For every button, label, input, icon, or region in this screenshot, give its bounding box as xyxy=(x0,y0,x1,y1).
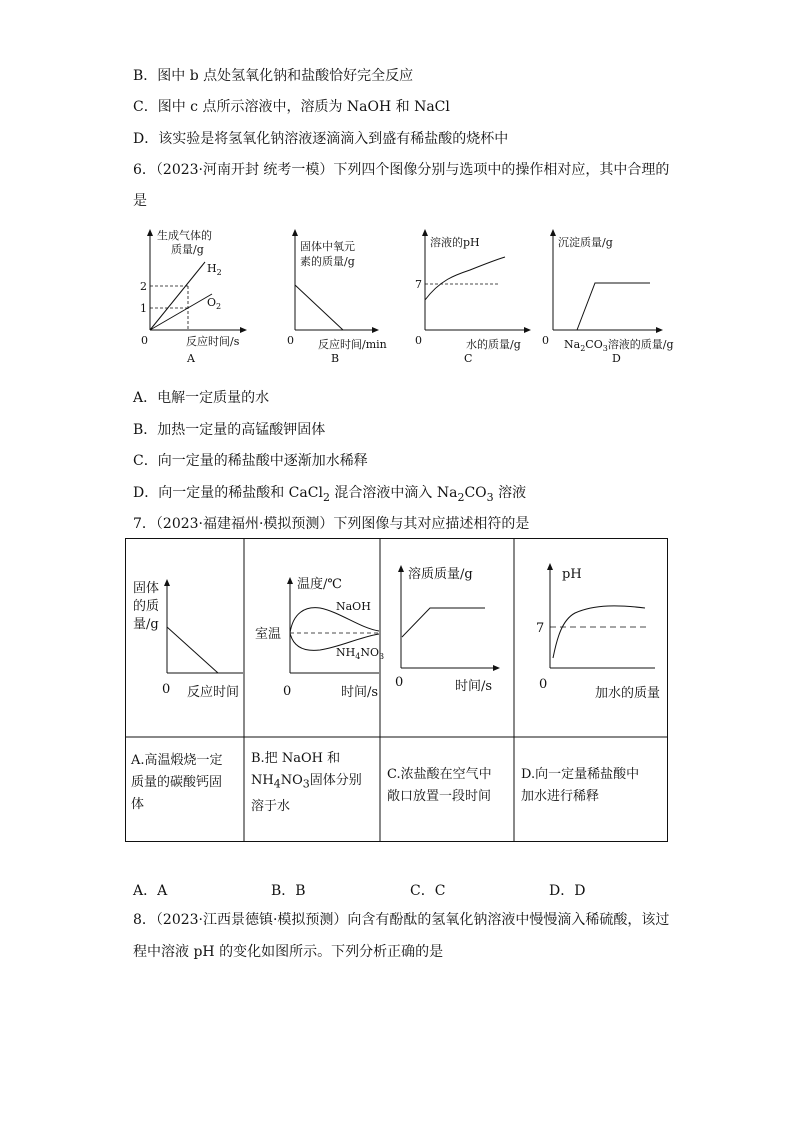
q6d-y-label: 沉淀质量/g xyxy=(558,236,613,249)
q6-graph-a xyxy=(140,228,244,365)
svg-text:的质: 的质 xyxy=(133,599,160,614)
svg-text:NaOH: NaOH xyxy=(336,600,371,613)
q6-option-b: B．加热一定量的高锰酸钾固体 xyxy=(133,422,326,438)
q5-option-c: C．图中 c 点所示溶液中，溶质为 NaOH 和 NaCl xyxy=(133,99,450,115)
svg-text:加水的质量: 加水的质量 xyxy=(595,686,661,701)
q7-answer-a: A．A xyxy=(133,883,168,899)
q6a-y-label-1: 生成气体的 xyxy=(157,229,212,242)
q8-stem-line2: 程中溶液 pH 的变化如图所示。下列分析正确的是 xyxy=(133,944,444,960)
svg-text:0: 0 xyxy=(162,682,171,697)
svg-text:O2: $O_2$ xyxy=(207,296,222,311)
q6b-origin: 0 xyxy=(287,334,294,347)
q7-desc-a: A.高温煅烧一定 质量的碳酸钙固 体 xyxy=(131,753,223,812)
svg-text:固体: 固体 xyxy=(133,581,160,596)
q6d-x-label: $Na_2CO_3$溶液的质量/g xyxy=(564,338,674,353)
q6a-x-label: 反应时间/s xyxy=(186,335,240,348)
q6b-line xyxy=(295,285,343,330)
q6a-y-label-2: 质量/g xyxy=(171,243,204,256)
q6-graph-d xyxy=(542,232,674,365)
q6d-origin: 0 xyxy=(542,334,549,347)
q6c-curve xyxy=(425,257,505,300)
q6-graph-c xyxy=(415,232,528,365)
q7c-line xyxy=(402,608,485,637)
q6a-tick-2: 2 xyxy=(140,280,147,293)
svg-text:温度/℃: 温度/℃ xyxy=(297,577,342,592)
svg-text:室温: 室温 xyxy=(255,627,282,642)
q6a-h2-line xyxy=(150,262,205,330)
q6d-letter: D xyxy=(612,352,621,365)
svg-text:0: 0 xyxy=(283,684,292,699)
q6-option-d: D．向一定量的稀盐酸和 CaCl$_2$ 混合溶液中滴入 $Na_2CO_3$ 溶液 xyxy=(133,485,527,504)
q7-desc-d: D.向一定量稀盐酸中 加水进行稀释 xyxy=(521,767,640,804)
q5-option-b: B．图中 b 点处氢氧化钠和盐酸恰好完全反应 xyxy=(133,68,414,84)
svg-text:NH4NO3: $NH_4NO_3$ xyxy=(336,646,385,661)
q6-graphs xyxy=(0,0,794,380)
q5-option-d: D．该实验是将氢氧化钠溶液逐滴滴入到盛有稀盐酸的烧杯中 xyxy=(133,131,509,147)
svg-text:pH: pH xyxy=(562,567,582,582)
q6b-x-label: 反应时间/min xyxy=(318,338,387,351)
svg-text:7: 7 xyxy=(536,621,545,636)
q6b-letter: B xyxy=(331,352,340,365)
svg-text:量/g: 量/g xyxy=(133,617,159,632)
q6-stem-line1: 6．（2023·河南开封 统考一模）下列四个图像分别与选项中的操作相对应，其中合理的 xyxy=(133,162,670,178)
svg-text:时间/s: 时间/s xyxy=(455,679,493,694)
q6-stem-line2: 是 xyxy=(133,193,147,209)
q7-stem: 7．（2023·福建福州·模拟预测）下列图像与其对应描述相符的是 xyxy=(133,516,530,532)
q7-answer-d: D．D xyxy=(549,883,586,899)
q7a-line xyxy=(167,627,218,673)
q7-graph-a xyxy=(133,580,243,700)
q6c-origin: 0 xyxy=(415,334,422,347)
q7-desc-c: C.浓盐酸在空气中 敞口放置一段时间 xyxy=(387,767,492,804)
svg-text:反应时间: 反应时间 xyxy=(187,685,240,700)
q7-graph-c xyxy=(395,566,497,694)
q7-desc-b: B.把 NaOH 和 $NH_4NO_3$固体分别 溶于水 xyxy=(251,751,362,814)
svg-text:0: 0 xyxy=(395,675,404,690)
q7d-curve xyxy=(553,606,645,658)
q6a-origin: 0 xyxy=(141,334,148,347)
q6b-y-label-2: 素的质量/g xyxy=(300,255,355,268)
q7-answer-b: B．B xyxy=(271,883,306,899)
q6-option-a: A．电解一定质量的水 xyxy=(133,390,270,406)
q6-option-c: C．向一定量的稀盐酸中逐渐加水稀释 xyxy=(133,453,368,469)
q6-graph-b xyxy=(287,232,387,365)
q8-stem-line1: 8．（2023·江西景德镇·模拟预测）向含有酚酞的氢氧化钠溶液中慢慢滴入稀硫酸，该过 xyxy=(133,912,670,928)
q6c-y-label: 溶液的pH xyxy=(430,236,480,249)
svg-text:H2: $H_2$ xyxy=(207,262,222,277)
q6c-x-label: 水的质量/g xyxy=(466,338,521,351)
svg-text:溶质质量/g: 溶质质量/g xyxy=(408,567,473,582)
q6a-letter: A xyxy=(187,352,195,365)
q7-answer-c: C．C xyxy=(410,883,446,899)
svg-text:0: 0 xyxy=(539,677,548,692)
q6a-o2-line xyxy=(150,294,212,330)
q6c-letter: C xyxy=(464,352,473,365)
q7-graph-d xyxy=(536,566,660,701)
svg-text:时间/s: 时间/s xyxy=(341,685,379,700)
q6d-line xyxy=(577,283,650,330)
q6c-tick-7: 7 xyxy=(415,278,422,291)
q7-table xyxy=(125,538,668,842)
q7-graph-b xyxy=(255,576,384,700)
q6b-y-label-1: 固体中氧元 xyxy=(300,240,355,253)
q6a-tick-1: 1 xyxy=(140,302,147,315)
